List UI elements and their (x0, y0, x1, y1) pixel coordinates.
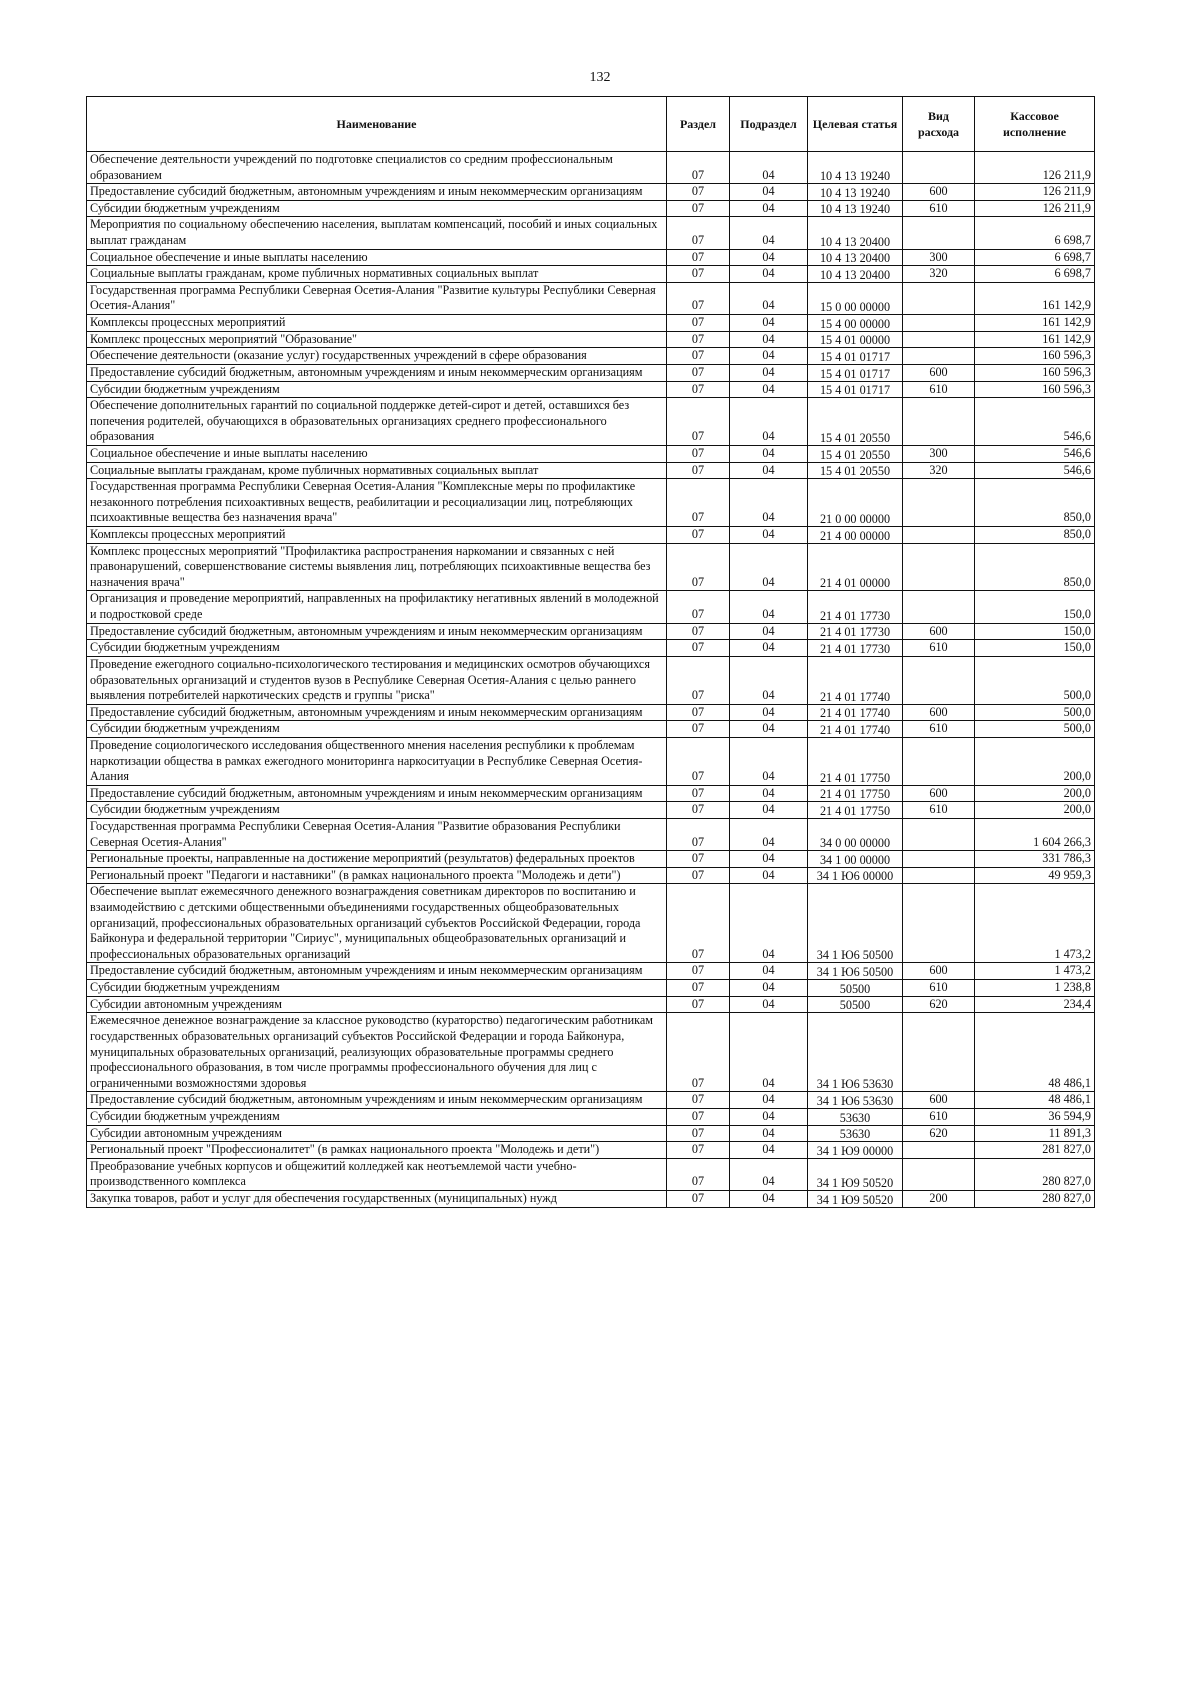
table-row (87, 721, 1095, 738)
row-name: Предоставление субсидий бюджетным, автономным учреждениям и иным некоммерческим организациям (87, 184, 667, 201)
table-row (87, 217, 1095, 249)
row-name: Комплексы процессных мероприятий (87, 315, 667, 332)
row-subsection: 04 (730, 980, 808, 997)
row-expense-type (903, 527, 975, 544)
row-subsection: 04 (730, 867, 808, 884)
row-name: Субсидии бюджетным учреждениям (87, 980, 667, 997)
row-expense-type: 600 (903, 704, 975, 721)
row-amount: 6 698,7 (975, 266, 1095, 283)
row-expense-type: 620 (903, 996, 975, 1013)
table-row (87, 315, 1095, 332)
row-expense-type (903, 479, 975, 527)
header-expense-type: Вид расхода (903, 97, 975, 152)
row-expense-type: 600 (903, 963, 975, 980)
row-expense-type: 600 (903, 364, 975, 381)
table-row (87, 462, 1095, 479)
row-subsection: 04 (730, 1092, 808, 1109)
row-subsection: 04 (730, 785, 808, 802)
row-name: Региональные проекты, направленные на достижение мероприятий (результатов) федеральных проектов (87, 851, 667, 868)
row-target: 10 4 13 19240 (808, 152, 903, 184)
table-row (87, 266, 1095, 283)
row-section: 07 (667, 1142, 730, 1159)
table-row (87, 348, 1095, 365)
row-amount: 11 891,3 (975, 1125, 1095, 1142)
row-expense-type: 610 (903, 980, 975, 997)
row-expense-type (903, 591, 975, 623)
table-row (87, 867, 1095, 884)
row-expense-type (903, 1013, 975, 1092)
row-expense-type: 610 (903, 721, 975, 738)
row-subsection: 04 (730, 656, 808, 704)
row-target: 53630 (808, 1125, 903, 1142)
budget-table (86, 96, 1095, 1208)
row-name: Проведение ежегодного социально-психологического тестирования и медицинских осмотров обучающихся образовательных организаций и студентов вузов в Республике Северная Осетия-Алания с целью раннего выявления потребителей наркотических средств и группы "риска" (87, 656, 667, 704)
row-section: 07 (667, 479, 730, 527)
table-row (87, 591, 1095, 623)
row-name: Проведение социологического исследования общественного мнения населения республики к проблемам наркотизации общества в рамках ежегодного мониторинга наркоситуации в Республике Северная Осетия-Алания (87, 737, 667, 785)
table-row (87, 802, 1095, 819)
row-expense-type (903, 851, 975, 868)
row-name: Закупка товаров, работ и услуг для обеспечения государственных (муниципальных) нужд (87, 1191, 667, 1208)
table-body (87, 152, 1095, 1208)
row-section: 07 (667, 1191, 730, 1208)
row-expense-type: 610 (903, 381, 975, 398)
row-amount: 6 698,7 (975, 217, 1095, 249)
row-amount: 48 486,1 (975, 1092, 1095, 1109)
row-section: 07 (667, 640, 730, 657)
row-target: 21 4 01 17740 (808, 656, 903, 704)
row-section: 07 (667, 543, 730, 591)
table-row (87, 152, 1095, 184)
row-subsection: 04 (730, 249, 808, 266)
row-amount: 36 594,9 (975, 1108, 1095, 1125)
row-amount: 1 604 266,3 (975, 818, 1095, 850)
row-name: Комплексы процессных мероприятий (87, 527, 667, 544)
row-name: Государственная программа Республики Северная Осетия-Алания "Развитие культуры Республики Северная Осетия-Алания" (87, 282, 667, 314)
row-name: Обеспечение деятельности (оказание услуг) государственных учреждений в сфере образования (87, 348, 667, 365)
row-section: 07 (667, 184, 730, 201)
row-section: 07 (667, 398, 730, 446)
row-subsection: 04 (730, 1191, 808, 1208)
row-subsection: 04 (730, 851, 808, 868)
row-target: 21 4 01 17750 (808, 785, 903, 802)
table-row (87, 640, 1095, 657)
table-row (87, 249, 1095, 266)
row-target: 21 4 01 17740 (808, 704, 903, 721)
row-expense-type: 600 (903, 1092, 975, 1109)
row-subsection: 04 (730, 462, 808, 479)
row-subsection: 04 (730, 1142, 808, 1159)
row-expense-type: 300 (903, 249, 975, 266)
row-expense-type: 610 (903, 200, 975, 217)
row-subsection: 04 (730, 1108, 808, 1125)
row-subsection: 04 (730, 1125, 808, 1142)
row-section: 07 (667, 591, 730, 623)
row-target: 34 1 Ю6 53630 (808, 1013, 903, 1092)
row-target: 15 4 01 01717 (808, 381, 903, 398)
table-row (87, 184, 1095, 201)
row-amount: 500,0 (975, 721, 1095, 738)
row-amount: 49 959,3 (975, 867, 1095, 884)
row-section: 07 (667, 1092, 730, 1109)
row-section: 07 (667, 315, 730, 332)
row-amount: 200,0 (975, 737, 1095, 785)
row-section: 07 (667, 737, 730, 785)
row-amount: 280 827,0 (975, 1158, 1095, 1190)
row-section: 07 (667, 704, 730, 721)
row-expense-type: 320 (903, 266, 975, 283)
row-name: Субсидии бюджетным учреждениям (87, 200, 667, 217)
row-expense-type: 300 (903, 445, 975, 462)
row-target: 34 1 Ю6 00000 (808, 867, 903, 884)
row-expense-type (903, 152, 975, 184)
table-row (87, 200, 1095, 217)
row-target: 15 4 00 00000 (808, 315, 903, 332)
row-subsection: 04 (730, 364, 808, 381)
row-amount: 160 596,3 (975, 348, 1095, 365)
row-name: Предоставление субсидий бюджетным, автономным учреждениям и иным некоммерческим организациям (87, 364, 667, 381)
row-target: 10 4 13 19240 (808, 184, 903, 201)
row-section: 07 (667, 656, 730, 704)
row-name: Предоставление субсидий бюджетным, автономным учреждениям и иным некоммерческим организациям (87, 1092, 667, 1109)
table-row (87, 785, 1095, 802)
row-amount: 500,0 (975, 656, 1095, 704)
row-subsection: 04 (730, 266, 808, 283)
row-section: 07 (667, 1013, 730, 1092)
table-row (87, 1092, 1095, 1109)
row-name: Государственная программа Республики Северная Осетия-Алания "Развитие образования Республики Северная Осетия-Алания" (87, 818, 667, 850)
row-name: Комплекс процессных мероприятий "Профилактика распространения наркомании и связанных с ней правонарушений, совершенствование системы выявления лиц, потребляющих психоактивные вещества без назначения врача" (87, 543, 667, 591)
row-subsection: 04 (730, 996, 808, 1013)
row-amount: 150,0 (975, 591, 1095, 623)
row-target: 21 4 01 17730 (808, 640, 903, 657)
row-expense-type (903, 737, 975, 785)
row-amount: 1 473,2 (975, 963, 1095, 980)
row-expense-type: 610 (903, 640, 975, 657)
row-target: 21 0 00 00000 (808, 479, 903, 527)
table-row (87, 963, 1095, 980)
row-subsection: 04 (730, 445, 808, 462)
row-target: 10 4 13 19240 (808, 200, 903, 217)
table-row (87, 398, 1095, 446)
row-section: 07 (667, 802, 730, 819)
table-row (87, 1158, 1095, 1190)
row-amount: 546,6 (975, 398, 1095, 446)
row-amount: 546,6 (975, 462, 1095, 479)
row-amount: 6 698,7 (975, 249, 1095, 266)
row-subsection: 04 (730, 381, 808, 398)
row-target: 21 4 00 00000 (808, 527, 903, 544)
row-name: Мероприятия по социальному обеспечению населения, выплатам компенсаций, пособий и иных социальных выплат гражданам (87, 217, 667, 249)
row-target: 15 0 00 00000 (808, 282, 903, 314)
row-name: Региональный проект "Педагоги и наставники" (в рамках национального проекта "Молодежь и дети") (87, 867, 667, 884)
row-subsection: 04 (730, 527, 808, 544)
row-target: 34 1 Ю9 50520 (808, 1191, 903, 1208)
table-row (87, 364, 1095, 381)
table-row (87, 445, 1095, 462)
row-expense-type (903, 656, 975, 704)
table-row (87, 737, 1095, 785)
row-name: Субсидии бюджетным учреждениям (87, 640, 667, 657)
row-name: Субсидии бюджетным учреждениям (87, 802, 667, 819)
row-amount: 850,0 (975, 527, 1095, 544)
row-target: 21 4 01 17730 (808, 591, 903, 623)
table-row (87, 656, 1095, 704)
row-target: 21 4 01 17750 (808, 737, 903, 785)
row-expense-type: 600 (903, 623, 975, 640)
row-name: Организация и проведение мероприятий, направленных на профилактику негативных явлений в молодежной и подростковой среде (87, 591, 667, 623)
row-expense-type (903, 315, 975, 332)
row-target: 21 4 01 17750 (808, 802, 903, 819)
row-section: 07 (667, 867, 730, 884)
row-name: Субсидии бюджетным учреждениям (87, 381, 667, 398)
row-subsection: 04 (730, 479, 808, 527)
row-section: 07 (667, 818, 730, 850)
row-subsection: 04 (730, 282, 808, 314)
row-subsection: 04 (730, 398, 808, 446)
row-subsection: 04 (730, 200, 808, 217)
row-amount: 150,0 (975, 623, 1095, 640)
row-amount: 161 142,9 (975, 282, 1095, 314)
row-target: 21 4 01 17740 (808, 721, 903, 738)
row-amount: 331 786,3 (975, 851, 1095, 868)
header-section: Раздел (667, 97, 730, 152)
table-row (87, 479, 1095, 527)
row-name: Субсидии автономным учреждениям (87, 1125, 667, 1142)
row-subsection: 04 (730, 348, 808, 365)
row-target: 50500 (808, 980, 903, 997)
row-name: Обеспечение деятельности учреждений по подготовке специалистов со средним профессиональным образованием (87, 152, 667, 184)
table-row (87, 527, 1095, 544)
row-amount: 200,0 (975, 802, 1095, 819)
row-amount: 126 211,9 (975, 184, 1095, 201)
row-subsection: 04 (730, 315, 808, 332)
row-target: 34 1 Ю6 50500 (808, 963, 903, 980)
row-section: 07 (667, 364, 730, 381)
row-target: 10 4 13 20400 (808, 266, 903, 283)
row-section: 07 (667, 980, 730, 997)
table-row (87, 996, 1095, 1013)
row-target: 34 1 00 00000 (808, 851, 903, 868)
header-name: Наименование (87, 97, 667, 152)
row-name: Предоставление субсидий бюджетным, автономным учреждениям и иным некоммерческим организациям (87, 785, 667, 802)
row-expense-type (903, 1142, 975, 1159)
row-section: 07 (667, 1158, 730, 1190)
row-section: 07 (667, 152, 730, 184)
row-section: 07 (667, 884, 730, 963)
row-name: Социальные выплаты гражданам, кроме публичных нормативных социальных выплат (87, 266, 667, 283)
row-section: 07 (667, 851, 730, 868)
table-row (87, 1108, 1095, 1125)
row-subsection: 04 (730, 623, 808, 640)
row-target: 10 4 13 20400 (808, 217, 903, 249)
row-target: 34 1 Ю9 00000 (808, 1142, 903, 1159)
row-amount: 126 211,9 (975, 200, 1095, 217)
row-expense-type: 620 (903, 1125, 975, 1142)
row-target: 15 4 01 20550 (808, 445, 903, 462)
row-target: 50500 (808, 996, 903, 1013)
table-row (87, 381, 1095, 398)
row-name: Субсидии бюджетным учреждениям (87, 721, 667, 738)
row-target: 34 1 Ю9 50520 (808, 1158, 903, 1190)
row-name: Региональный проект "Профессионалитет" (в рамках национального проекта "Молодежь и дети") (87, 1142, 667, 1159)
row-subsection: 04 (730, 184, 808, 201)
row-amount: 1 473,2 (975, 884, 1095, 963)
row-expense-type (903, 818, 975, 850)
row-expense-type (903, 867, 975, 884)
row-section: 07 (667, 1125, 730, 1142)
row-expense-type: 200 (903, 1191, 975, 1208)
row-amount: 280 827,0 (975, 1191, 1095, 1208)
row-amount: 234,4 (975, 996, 1095, 1013)
row-subsection: 04 (730, 818, 808, 850)
row-section: 07 (667, 963, 730, 980)
row-expense-type (903, 543, 975, 591)
row-section: 07 (667, 623, 730, 640)
table-row (87, 884, 1095, 963)
row-amount: 160 596,3 (975, 381, 1095, 398)
row-amount: 850,0 (975, 479, 1095, 527)
row-section: 07 (667, 527, 730, 544)
row-name: Предоставление субсидий бюджетным, автономным учреждениям и иным некоммерческим организациям (87, 963, 667, 980)
row-subsection: 04 (730, 704, 808, 721)
row-subsection: 04 (730, 331, 808, 348)
row-amount: 500,0 (975, 704, 1095, 721)
row-subsection: 04 (730, 963, 808, 980)
row-section: 07 (667, 331, 730, 348)
row-expense-type (903, 398, 975, 446)
row-amount: 200,0 (975, 785, 1095, 802)
row-target: 53630 (808, 1108, 903, 1125)
table-row (87, 818, 1095, 850)
row-expense-type: 600 (903, 785, 975, 802)
table-row (87, 1191, 1095, 1208)
row-name: Субсидии автономным учреждениям (87, 996, 667, 1013)
row-target: 34 0 00 00000 (808, 818, 903, 850)
row-name: Социальное обеспечение и иные выплаты населению (87, 249, 667, 266)
row-target: 10 4 13 20400 (808, 249, 903, 266)
row-section: 07 (667, 282, 730, 314)
row-amount: 1 238,8 (975, 980, 1095, 997)
row-name: Обеспечение выплат ежемесячного денежного вознаграждения советникам директоров по воспитанию и взаимодействию с детскими общественными объединениями государственных общеобразовательных организаций, профессиональных образовательных организаций субъектов Российской Федерации, города Байконура и федеральной территории "Сириус", муниципальных общеобразовательных организаций и профессиональных образовательных организаций (87, 884, 667, 963)
row-name: Государственная программа Республики Северная Осетия-Алания "Комплексные меры по профилактике незаконного потребления психоактивных веществ, реабилитации и ресоциализации лиц, потребляющих психоактивные вещества без назначения врача" (87, 479, 667, 527)
row-expense-type (903, 217, 975, 249)
row-expense-type: 600 (903, 184, 975, 201)
row-section: 07 (667, 381, 730, 398)
row-target: 15 4 01 01717 (808, 364, 903, 381)
row-amount: 161 142,9 (975, 315, 1095, 332)
row-expense-type (903, 1158, 975, 1190)
row-target: 21 4 01 17730 (808, 623, 903, 640)
row-subsection: 04 (730, 152, 808, 184)
table-row (87, 1142, 1095, 1159)
row-name: Обеспечение дополнительных гарантий по социальной поддержке детей-сирот и детей, оставшихся без попечения родителей, обучающихся в образовательных организациях среднего профессионального образования (87, 398, 667, 446)
row-target: 15 4 01 01717 (808, 348, 903, 365)
row-amount: 281 827,0 (975, 1142, 1095, 1159)
row-target: 15 4 01 20550 (808, 398, 903, 446)
table-row (87, 1125, 1095, 1142)
row-section: 07 (667, 348, 730, 365)
table-row (87, 623, 1095, 640)
table-row (87, 980, 1095, 997)
row-subsection: 04 (730, 217, 808, 249)
row-expense-type: 610 (903, 1108, 975, 1125)
row-subsection: 04 (730, 640, 808, 657)
row-section: 07 (667, 996, 730, 1013)
row-subsection: 04 (730, 1013, 808, 1092)
row-section: 07 (667, 266, 730, 283)
row-expense-type (903, 884, 975, 963)
row-section: 07 (667, 200, 730, 217)
row-target: 15 4 01 00000 (808, 331, 903, 348)
row-section: 07 (667, 1108, 730, 1125)
row-amount: 48 486,1 (975, 1013, 1095, 1092)
row-section: 07 (667, 785, 730, 802)
row-name: Предоставление субсидий бюджетным, автономным учреждениям и иным некоммерческим организациям (87, 623, 667, 640)
row-target: 21 4 01 00000 (808, 543, 903, 591)
row-expense-type (903, 348, 975, 365)
row-section: 07 (667, 249, 730, 266)
row-expense-type: 610 (903, 802, 975, 819)
row-name: Субсидии бюджетным учреждениям (87, 1108, 667, 1125)
page-number: 132 (589, 70, 611, 85)
row-section: 07 (667, 217, 730, 249)
table-row (87, 851, 1095, 868)
row-amount: 546,6 (975, 445, 1095, 462)
row-subsection: 04 (730, 802, 808, 819)
row-amount: 126 211,9 (975, 152, 1095, 184)
row-name: Социальное обеспечение и иные выплаты населению (87, 445, 667, 462)
table-row (87, 1013, 1095, 1092)
row-name: Комплекс процессных мероприятий "Образование" (87, 331, 667, 348)
header-amount: Кассовое исполнение (975, 97, 1095, 152)
row-amount: 161 142,9 (975, 331, 1095, 348)
table-row (87, 282, 1095, 314)
row-name: Ежемесячное денежное вознаграждение за классное руководство (кураторство) педагогическим работникам государственных образовательных организаций субъектов Российской Федерации и города Байконура, муниципальных образовательных организаций, реализующих образовательные программы среднего профессионального образования, в том числе программы профессионального обучения для лиц с ограниченными возможностями здоровья (87, 1013, 667, 1092)
row-subsection: 04 (730, 884, 808, 963)
row-name: Социальные выплаты гражданам, кроме публичных нормативных социальных выплат (87, 462, 667, 479)
row-target: 34 1 Ю6 50500 (808, 884, 903, 963)
row-amount: 150,0 (975, 640, 1095, 657)
row-amount: 850,0 (975, 543, 1095, 591)
row-subsection: 04 (730, 591, 808, 623)
row-name: Преобразование учебных корпусов и общежитий колледжей как неотъемлемой части учебно-производственного комплекса (87, 1158, 667, 1190)
table-row (87, 543, 1095, 591)
table-row (87, 704, 1095, 721)
row-expense-type (903, 282, 975, 314)
row-expense-type (903, 331, 975, 348)
table-header (87, 97, 1095, 152)
row-section: 07 (667, 721, 730, 738)
row-target: 15 4 01 20550 (808, 462, 903, 479)
row-name: Предоставление субсидий бюджетным, автономным учреждениям и иным некоммерческим организациям (87, 704, 667, 721)
row-subsection: 04 (730, 721, 808, 738)
header-target: Целевая статья (808, 97, 903, 152)
table-row (87, 331, 1095, 348)
row-target: 34 1 Ю6 53630 (808, 1092, 903, 1109)
header-subsection: Подраздел (730, 97, 808, 152)
row-subsection: 04 (730, 543, 808, 591)
row-amount: 160 596,3 (975, 364, 1095, 381)
row-section: 07 (667, 462, 730, 479)
row-subsection: 04 (730, 737, 808, 785)
row-section: 07 (667, 445, 730, 462)
row-subsection: 04 (730, 1158, 808, 1190)
row-expense-type: 320 (903, 462, 975, 479)
